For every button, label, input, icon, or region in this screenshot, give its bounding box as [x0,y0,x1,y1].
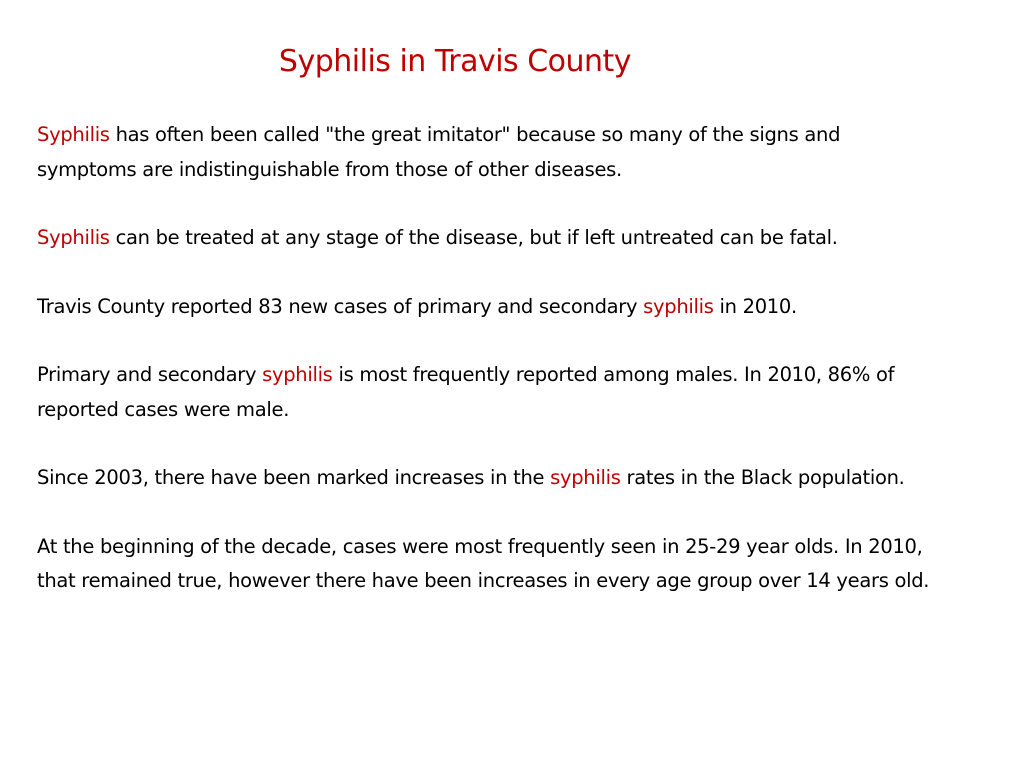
paragraph-black-population [37,461,937,496]
paragraph-cases-2010 [37,290,937,325]
page-title: Syphilis in Travis County [278,44,632,79]
paragraph-text: Travis County reported 83 new cases of primary and secondary [37,294,644,318]
highlight-term: syphilis [262,363,333,386]
paragraph-treatment [37,221,937,256]
highlight-term: syphilis [550,466,621,489]
paragraph-text: is most frequently reported among males. In 2010, 86% of reported cases were male. [37,363,895,421]
highlight-term: syphilis [643,294,714,318]
paragraph-text: rates in the Black population. [620,466,905,489]
paragraph-text: has often been called "the great imitator" because so many of the signs and symptoms are indistinguishable from those of other diseases. [37,123,841,181]
content-body [37,118,937,633]
paragraph-text: Since 2003, there have been marked increases in the [37,466,551,489]
paragraph-imitator [37,118,937,187]
paragraph-text: in 2010. [713,294,797,318]
paragraph-text: can be treated at any stage of the disease, but if left untreated can be fatal. [109,226,838,249]
highlight-term: Syphilis [37,226,110,249]
paragraph-age-groups [37,530,937,599]
paragraph-text: At the beginning of the decade, cases were most frequently seen in 25-29 year olds. In 2010, that remained true, however there have been increases in every age group over 14 years old. [37,534,930,592]
highlight-term: Syphilis [37,123,110,146]
paragraph-text: Primary and secondary [37,363,263,386]
paragraph-males [37,358,937,427]
